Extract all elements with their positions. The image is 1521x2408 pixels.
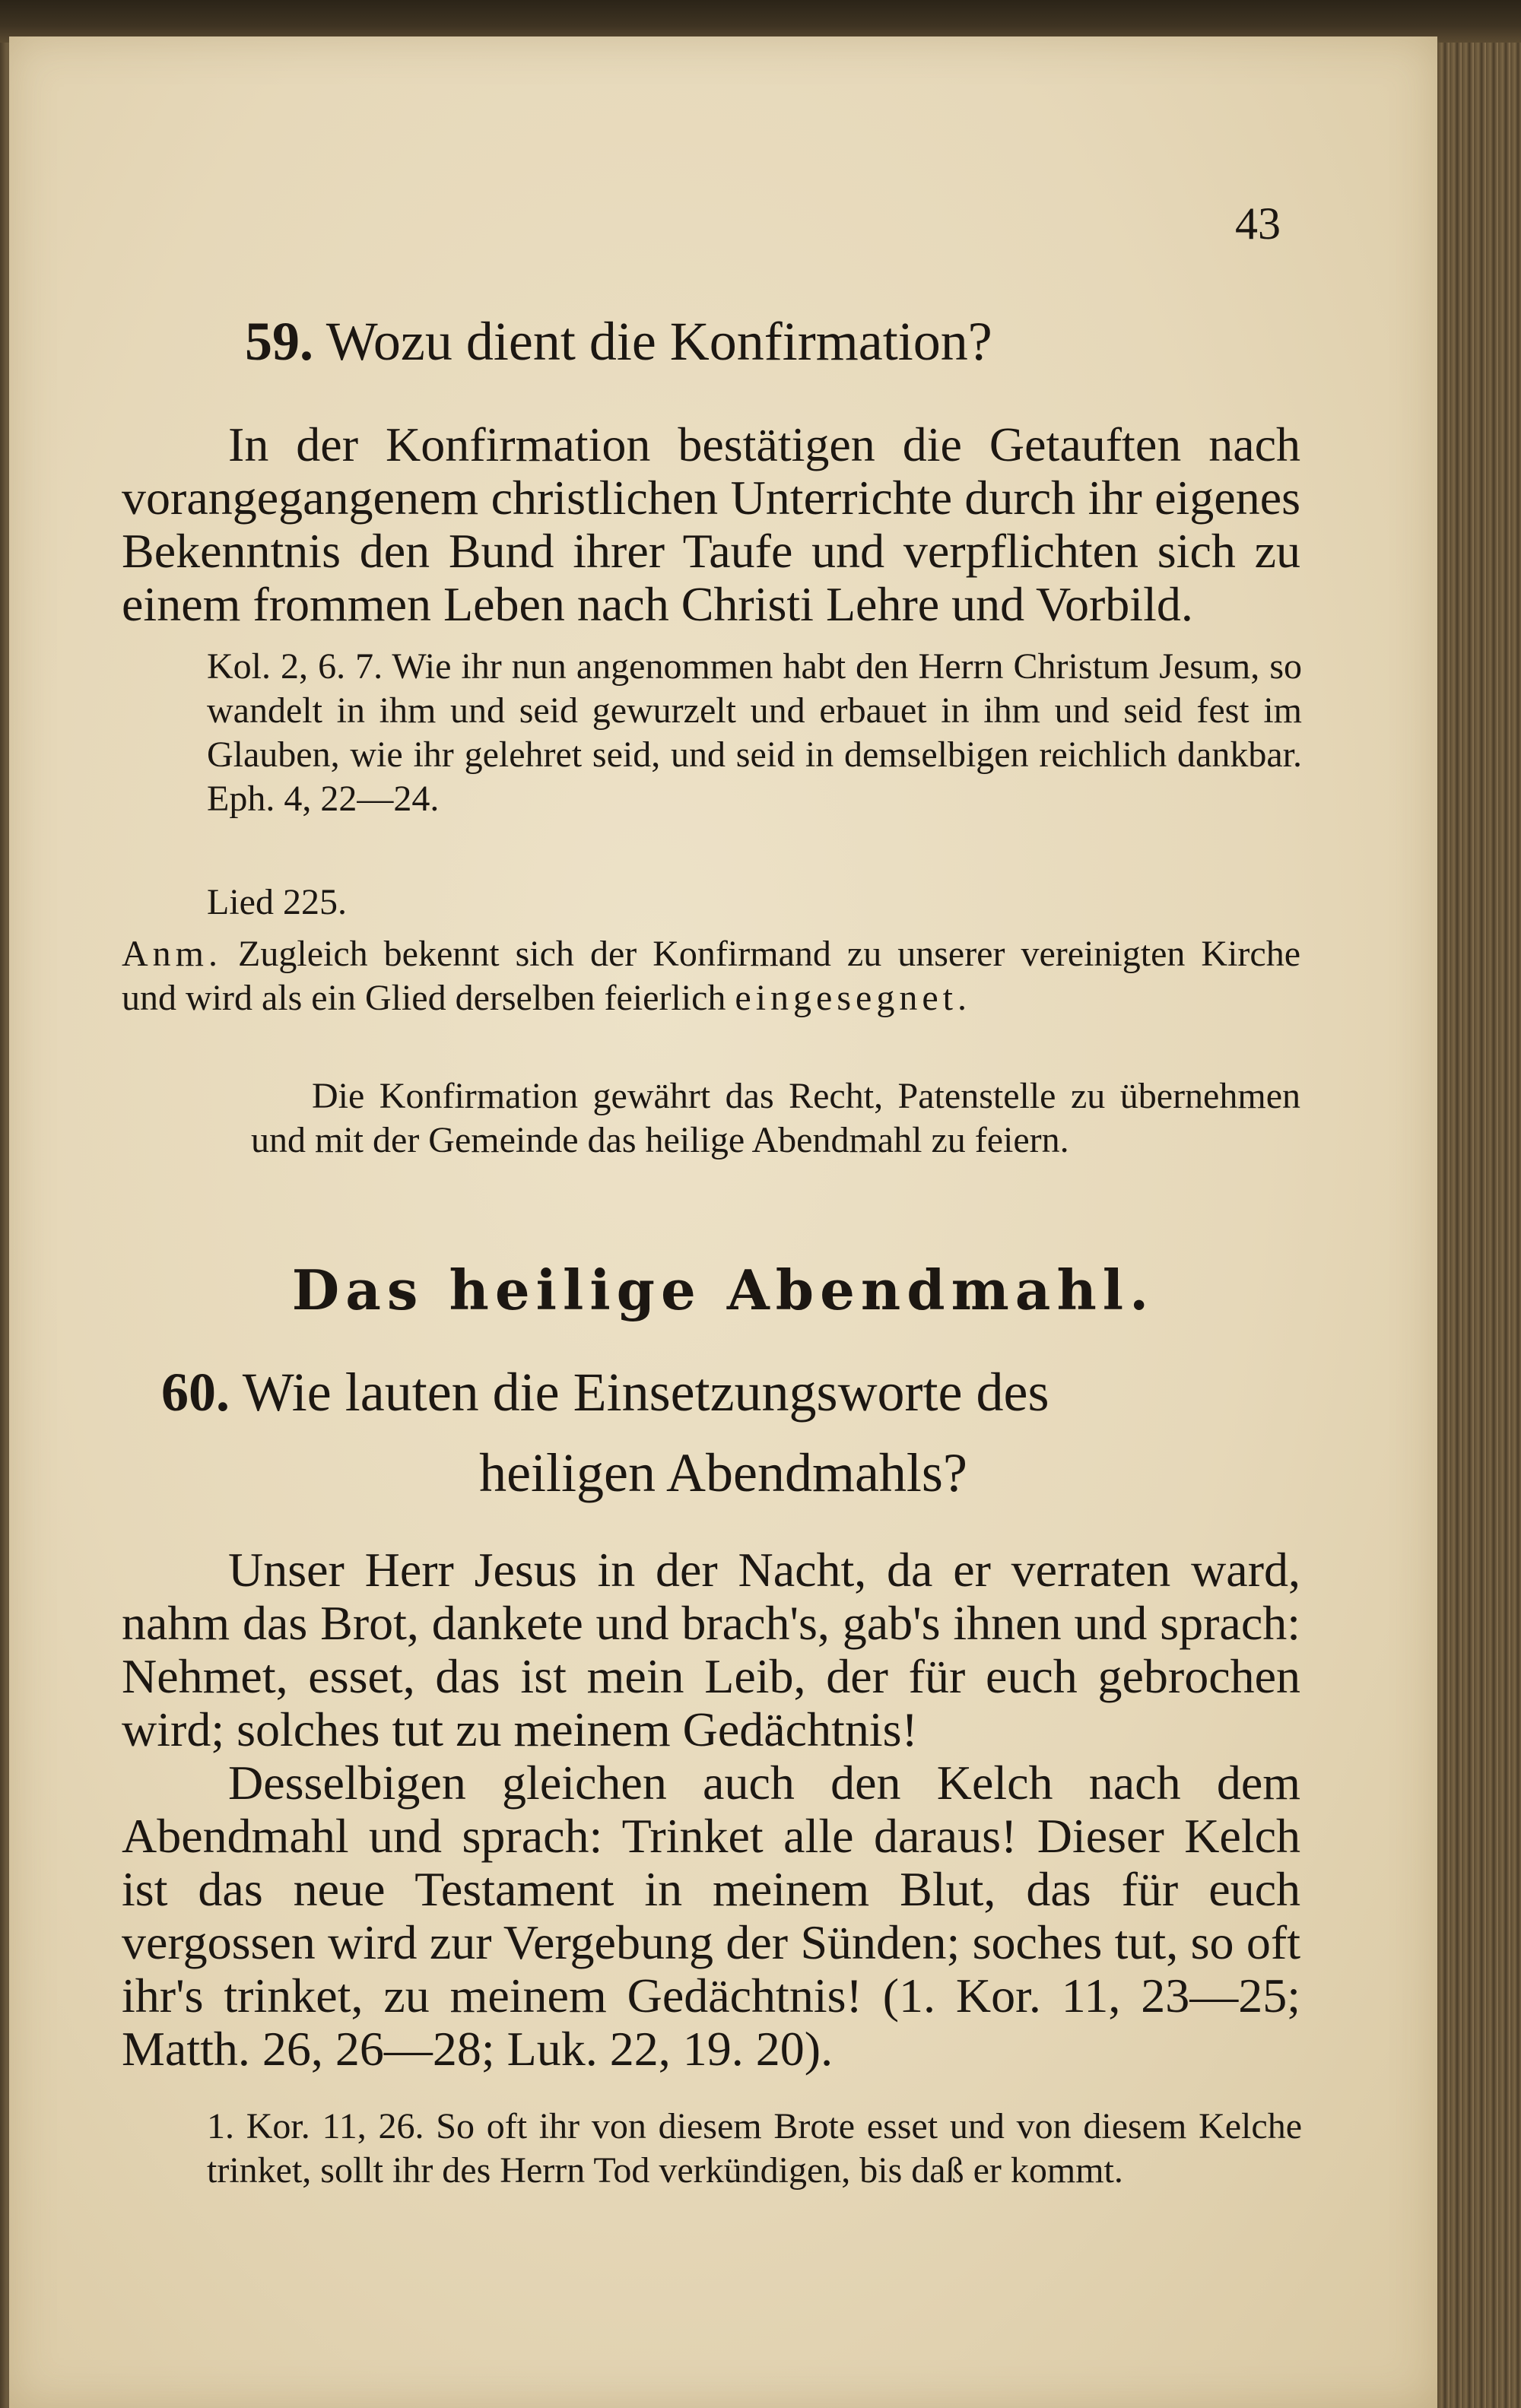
- question-59-number: 59.: [245, 311, 313, 372]
- question-60-heading: [161, 1361, 1302, 1424]
- note-label: Anm.: [122, 934, 222, 974]
- question-59-heading: [245, 310, 1310, 373]
- note-59-1-text: Zugleich bekennt sich der Konfirmand zu unserer vereinigten Kirche und wird als ein Glied derselben feierlich: [122, 934, 1301, 1018]
- answer-60-part2: Desselbigen gleichen auch den Kelch nach dem Abendmahl und sprach: Trinket alle daraus! Dieser Kelch ist das neue Testament in meinem Blut, das für euch vergossen wird zur Vergebung der Sünden; soches tut, so oft ihr's trinket, zu meinem Gedächtnis! (1. Kor. 11, 23—25; Matth. 26, 26—28; Luk. 22, 19. 20).: [122, 1756, 1300, 2076]
- question-60-line1: Wie lauten die Einsetzungsworte des: [242, 1362, 1049, 1423]
- page-number: 43: [1235, 198, 1281, 249]
- page-edges: [1437, 43, 1521, 2408]
- note-59-1: [122, 932, 1300, 1020]
- verse-60: 1. Kor. 11, 26. So oft ihr von diesem Brote esset und von diesem Kelche trinket, sollt ihr des Herrn Tod verkündigen, bis daß er kommt.: [207, 2106, 1302, 2191]
- question-60-heading-line2: heiligen Abendmahls?: [479, 1442, 967, 1503]
- song-reference: Lied 225.: [207, 882, 347, 922]
- question-60-number: 60.: [161, 1362, 230, 1423]
- book-page: [9, 36, 1437, 2408]
- question-59-text: Wozu dient die Konfirmation?: [325, 311, 992, 372]
- verse-59: Kol. 2, 6. 7. Wie ihr nun angenommen habt den Herrn Christum Jesum, so wandelt in ihm und seid gewurzelt und erbauet in ihm und seid fest im Glauben, wie ihr gelehret seid, und seid in demselbigen reichlich dankbar. Eph. 4, 22—24.: [207, 646, 1302, 819]
- note-59-2: Die Konfirmation gewährt das Recht, Patenstelle zu übernehmen und mit der Gemeinde das heilige Abendmahl zu feiern.: [251, 1076, 1300, 1160]
- answer-60-part1: Unser Herr Jesus in der Nacht, da er verraten ward, nahm das Brot, dankete und brach's, gab's ihnen und sprach: Nehmet, esset, das ist mein Leib, der für euch gebrochen wird; solches tut zu meinem Gedächtnis!: [122, 1543, 1300, 1756]
- note-59-1-spaced: eingesegnet.: [735, 978, 971, 1018]
- section-title: Das heilige Abendmahl.: [291, 1258, 1155, 1322]
- answer-59: In der Konfirmation bestätigen die Getauften nach vorangegangenem christlichen Unterrichte durch ihr eigenes Bekenntnis den Bund ihrer Taufe und verpflichten sich zu einem frommen Leben nach Christi Lehre und Vorbild.: [122, 417, 1300, 631]
